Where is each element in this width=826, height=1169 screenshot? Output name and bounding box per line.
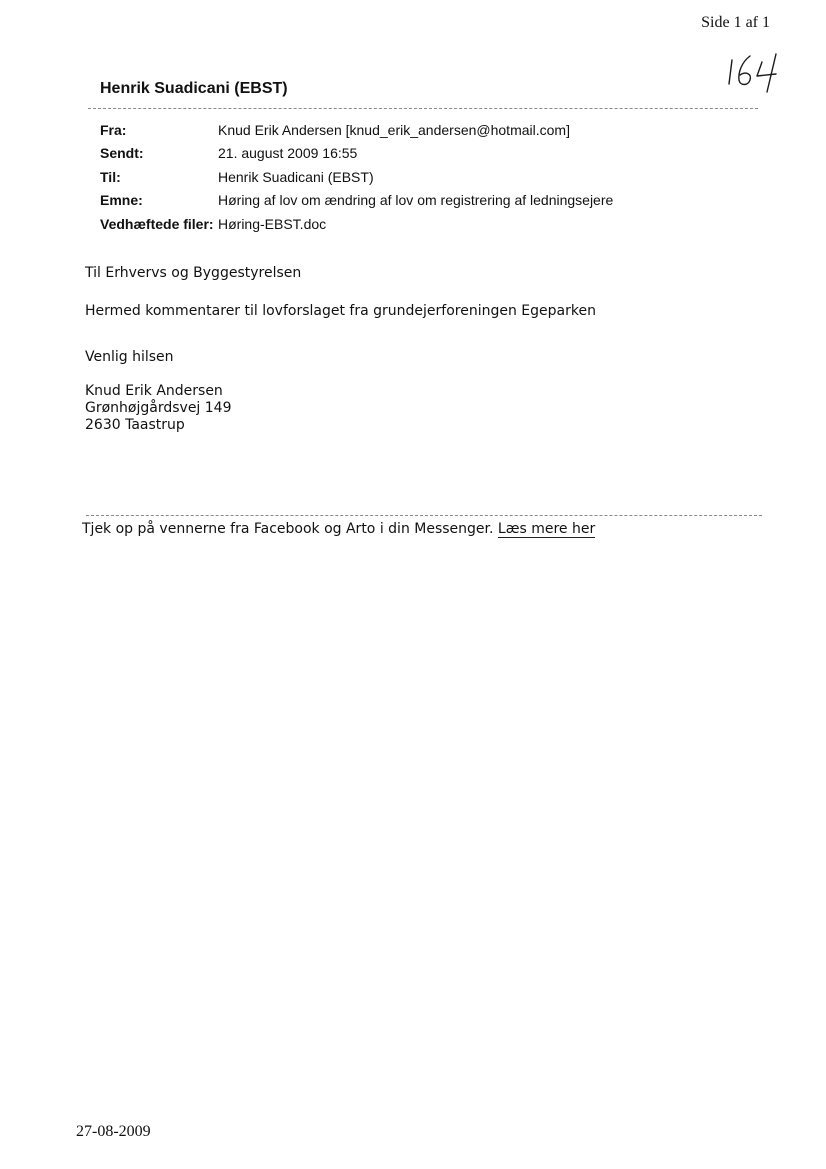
closing: Venlig hilsen	[85, 349, 174, 365]
sent-value: 21. august 2009 16:55	[218, 145, 358, 162]
intro-text: Hermed kommentarer til lovforslaget fra grundejerforeningen Egeparken	[85, 303, 596, 319]
sent-row	[100, 142, 613, 166]
subject-value: Høring af lov om ændring af lov om registrering af ledningsejere	[218, 192, 614, 209]
from-row	[100, 118, 613, 142]
attachments-row	[100, 212, 613, 236]
greeting: Til Erhvervs og Byggestyrelsen	[85, 265, 302, 281]
signature-name: Knud Erik Andersen	[85, 383, 223, 399]
signature-street: Grønhøjgårdsvej 149	[85, 400, 232, 416]
signature-city: 2630 Taastrup	[85, 417, 185, 433]
footer-divider	[86, 515, 762, 516]
email-header	[100, 118, 613, 236]
print-date: 27-08-2009	[76, 1123, 151, 1140]
footer-ad	[82, 521, 595, 537]
to-value: Henrik Suadicani (EBST)	[218, 168, 374, 185]
subject-label: Emne:	[100, 192, 143, 209]
subject-row	[100, 189, 613, 213]
footer-ad-text: Tjek op på vennerne fra Facebook og Arto i din Messenger.	[82, 521, 494, 537]
attachments-label: Vedhæftede filer:	[100, 215, 214, 232]
to-label: Til:	[100, 168, 121, 185]
attachment-file: Høring-EBST.doc	[218, 215, 327, 232]
from-label: Fra:	[100, 121, 127, 138]
page-number-label: Side 1 af 1	[701, 14, 770, 31]
sent-label: Sendt:	[100, 145, 144, 162]
from-value: Knud Erik Andersen [knud_erik_andersen@hotmail.com]	[218, 121, 570, 138]
header-divider	[88, 108, 758, 109]
handwritten-page-number	[726, 50, 790, 99]
to-row	[100, 165, 613, 189]
read-more-link[interactable]: Læs mere her	[497, 521, 596, 537]
mailbox-owner-name: Henrik Suadicani (EBST)	[100, 80, 288, 97]
